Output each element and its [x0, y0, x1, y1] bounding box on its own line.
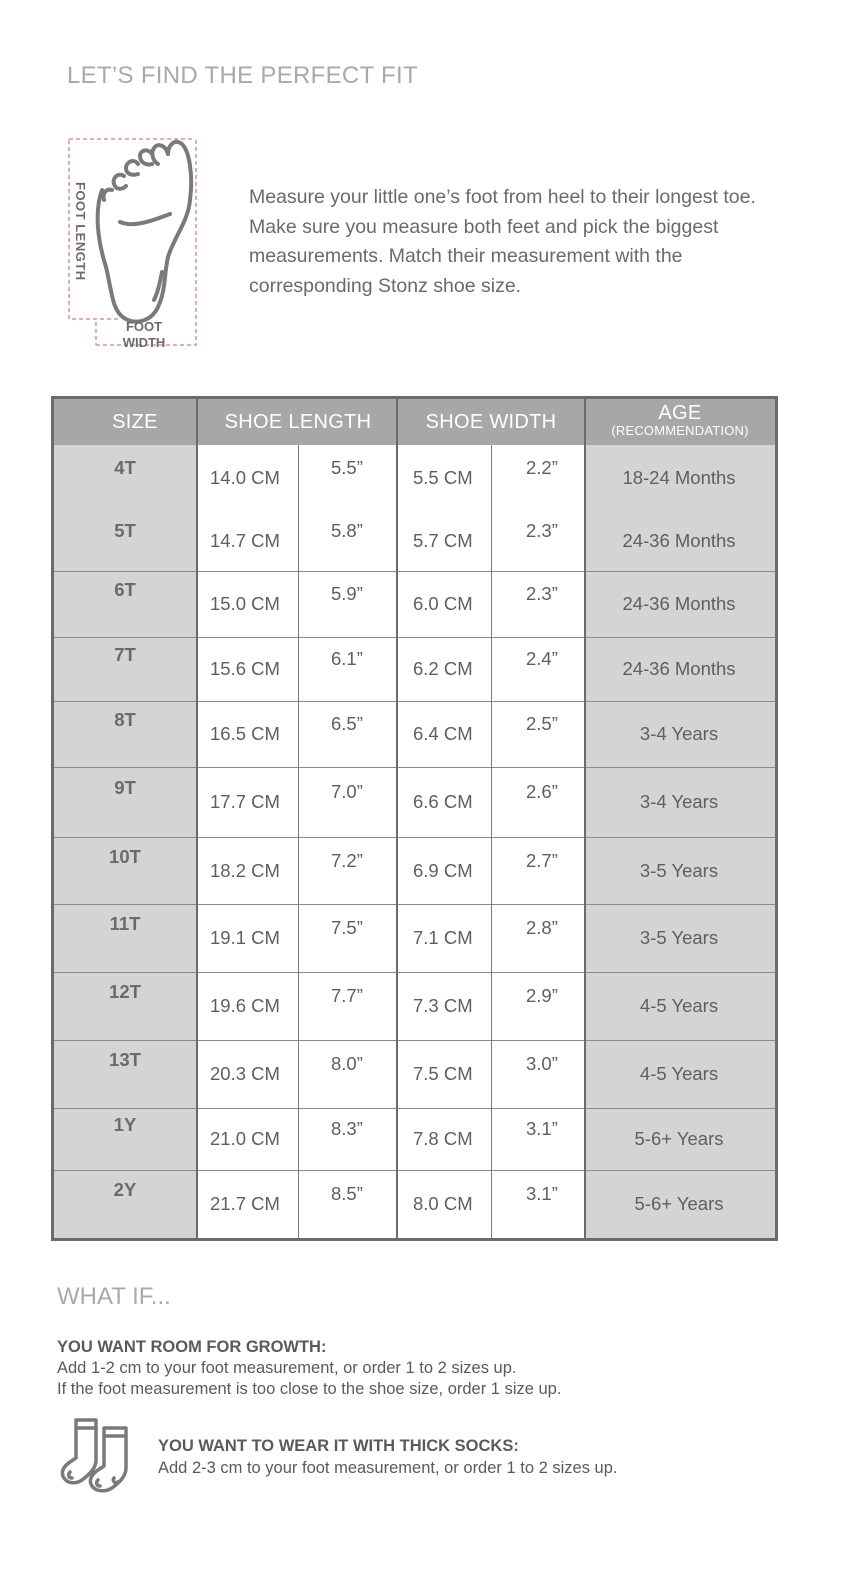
cell-width-cm: 6.0 CM	[413, 593, 473, 614]
cell-width-in: 2.3”	[526, 520, 558, 541]
row-divider	[54, 1170, 775, 1171]
row-divider	[54, 571, 775, 572]
cell-length-cm: 18.2 CM	[210, 859, 280, 881]
cell-length-cm: 19.1 CM	[210, 927, 280, 948]
cell-width-in: 2.8”	[526, 917, 558, 938]
socks-icon	[58, 1416, 132, 1496]
cell-width-in: 2.4”	[526, 648, 558, 669]
growth-title: YOU WANT ROOM FOR GROWTH:	[57, 1338, 327, 1356]
cell-width-cm: 6.4 CM	[413, 723, 473, 744]
foot-width-label-line-1: FOOT	[125, 319, 163, 334]
row-divider	[54, 1108, 775, 1109]
header-shoe-length: SHOE LENGTH	[224, 410, 372, 433]
cell-size: 2Y	[113, 1179, 137, 1200]
cell-width-in: 2.3”	[526, 583, 558, 604]
size-chart-table	[51, 396, 778, 1241]
row-divider	[54, 701, 775, 702]
cell-size: 10T	[109, 845, 141, 867]
cell-width-cm: 8.0 CM	[413, 1193, 473, 1214]
row-divider	[54, 972, 775, 973]
cell-length-in: 7.0”	[331, 781, 363, 802]
cell-width-cm: 6.6 CM	[413, 791, 473, 812]
row-divider	[54, 837, 775, 838]
foot-length-label: FOOT LENGTH	[73, 182, 88, 281]
cell-length-in: 5.9”	[331, 583, 363, 604]
cell-width-in: 2.7”	[526, 849, 558, 871]
cell-age: 24-36 Months	[622, 658, 736, 679]
cell-length-cm: 15.0 CM	[210, 593, 280, 614]
cell-size: 9T	[114, 777, 136, 798]
cell-length-cm: 14.0 CM	[210, 467, 280, 488]
cell-size: 4T	[114, 457, 136, 478]
cell-length-in: 5.8”	[331, 520, 363, 541]
cell-size: 7T	[114, 644, 136, 665]
header-size: SIZE	[112, 410, 158, 433]
cell-width-in: 2.6”	[526, 781, 558, 802]
cell-width-cm: 6.9 CM	[413, 859, 473, 881]
row-divider	[54, 767, 775, 768]
cell-age: 3-5 Years	[639, 927, 719, 948]
cell-width-in: 3.1”	[526, 1118, 558, 1139]
header-age-subtitle: (RECOMMENDATION)	[611, 423, 749, 438]
cell-width-cm: 5.7 CM	[413, 530, 473, 551]
header-shoe-width: SHOE WIDTH	[425, 410, 557, 433]
cell-length-in: 5.5”	[331, 457, 363, 478]
cell-width-cm: 5.5 CM	[413, 467, 473, 488]
row-divider	[54, 904, 775, 905]
cell-length-in: 8.3”	[331, 1118, 363, 1139]
whatif-heading: WHAT IF...	[57, 1283, 171, 1310]
cell-length-in: 7.5”	[331, 917, 363, 938]
cell-width-in: 2.2”	[526, 457, 558, 478]
cell-length-in: 7.2”	[331, 849, 363, 871]
cell-length-cm: 15.6 CM	[210, 658, 280, 679]
cell-width-cm: 7.8 CM	[413, 1128, 473, 1149]
cell-length-in: 6.5”	[331, 713, 363, 734]
cell-width-cm: 7.1 CM	[413, 927, 473, 948]
column-divider	[491, 445, 492, 1238]
age-column-shade	[585, 445, 775, 1238]
column-divider	[196, 399, 198, 1238]
cell-length-cm: 17.7 CM	[210, 791, 280, 812]
cell-age: 3-4 Years	[639, 723, 719, 744]
cell-size: 1Y	[113, 1114, 137, 1135]
cell-width-in: 2.9”	[526, 985, 558, 1006]
cell-length-cm: 14.7 CM	[210, 530, 280, 551]
column-divider	[298, 445, 299, 1238]
cell-length-in: 8.0”	[331, 1053, 363, 1074]
cell-size: 12T	[109, 981, 141, 1002]
foot-width-label-line-2: WIDTH	[122, 335, 166, 350]
cell-age: 5-6+ Years	[634, 1128, 724, 1149]
cell-width-in: 3.0”	[526, 1053, 558, 1074]
cell-size: 5T	[114, 520, 136, 541]
cell-length-in: 7.7”	[331, 985, 363, 1006]
header-age	[585, 399, 775, 445]
foot-measurement-diagram	[62, 132, 212, 362]
row-divider	[54, 1040, 775, 1041]
growth-line-2: If the foot measurement is too close to the shoe size, order 1 size up.	[57, 1380, 562, 1398]
cell-size: 13T	[109, 1049, 141, 1070]
growth-line-1: Add 1-2 cm to your foot measurement, or order 1 to 2 sizes up.	[57, 1359, 517, 1377]
cell-age: 4-5 Years	[639, 995, 719, 1016]
cell-age: 24-36 Months	[622, 530, 736, 551]
cell-age: 4-5 Years	[639, 1063, 719, 1084]
row-divider	[54, 637, 775, 638]
cell-length-cm: 21.7 CM	[210, 1193, 280, 1214]
cell-length-cm: 20.3 CM	[210, 1063, 280, 1084]
page-title: LET’S FIND THE PERFECT FIT	[67, 62, 418, 89]
column-divider	[396, 399, 398, 1238]
cell-age: 3-4 Years	[639, 791, 719, 812]
cell-size: 11T	[109, 913, 141, 934]
column-divider	[584, 399, 586, 1238]
header-age-title: AGE	[658, 402, 702, 424]
cell-length-cm: 21.0 CM	[210, 1128, 280, 1149]
cell-length-in: 6.1”	[331, 648, 363, 669]
cell-age: 24-36 Months	[622, 593, 736, 614]
cell-age: 18-24 Months	[622, 467, 736, 488]
cell-width-cm: 7.3 CM	[413, 995, 473, 1016]
cell-age: 5-6+ Years	[634, 1193, 724, 1214]
table-header	[54, 399, 775, 445]
socks-line: Add 2-3 cm to your foot measurement, or order 1 to 2 sizes up.	[158, 1459, 618, 1477]
socks-title: YOU WANT TO WEAR IT WITH THICK SOCKS:	[158, 1437, 519, 1455]
cell-width-cm: 7.5 CM	[413, 1063, 473, 1084]
intro-text: Measure your little one’s foot from heel to their longest toe. Make sure you measure both feet and pick the biggest measurements. Match their measurement with the corresponding Stonz shoe size.	[249, 186, 756, 297]
cell-size: 8T	[114, 709, 136, 730]
cell-width-in: 2.5”	[526, 713, 558, 734]
cell-width-in: 3.1”	[526, 1183, 558, 1204]
cell-length-in: 8.5”	[331, 1183, 363, 1204]
cell-age: 3-5 Years	[639, 859, 719, 881]
foot-width-label	[119, 319, 169, 351]
cell-size: 6T	[114, 579, 136, 600]
cell-width-cm: 6.2 CM	[413, 658, 473, 679]
cell-length-cm: 16.5 CM	[210, 723, 280, 744]
cell-length-cm: 19.6 CM	[210, 995, 280, 1016]
